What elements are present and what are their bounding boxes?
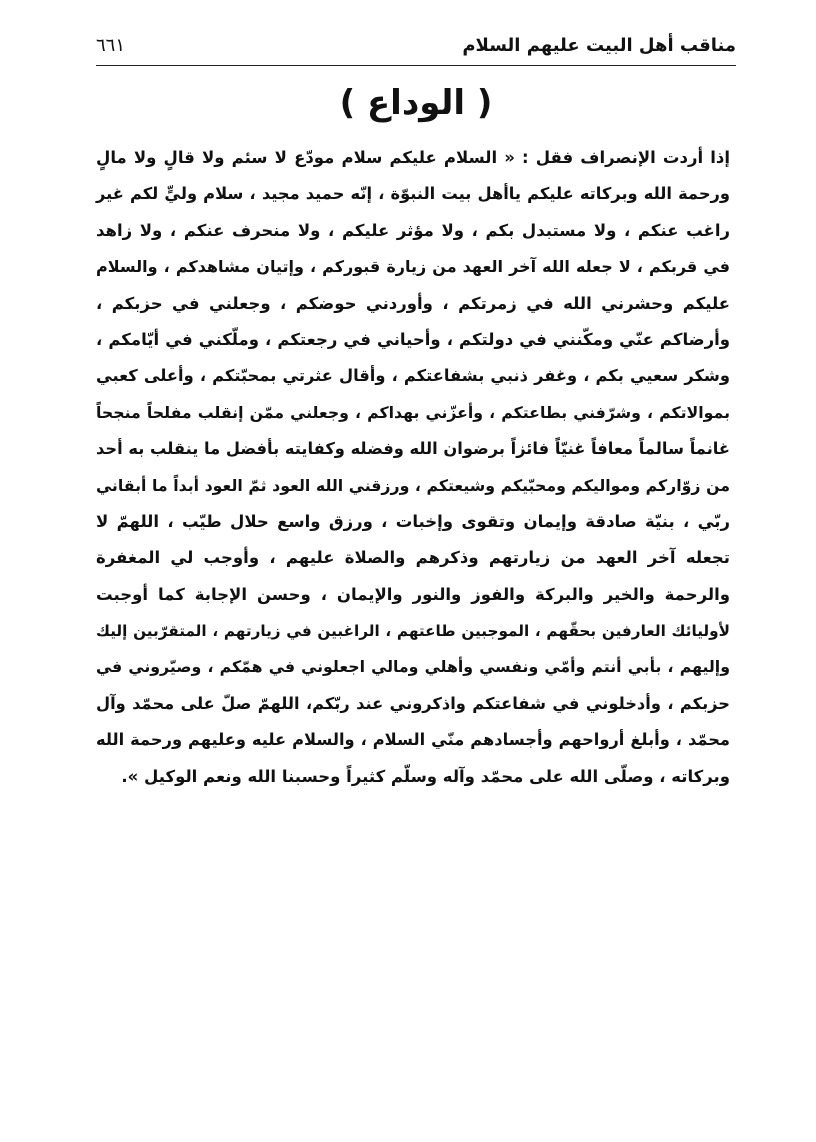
text-line: وبركاته ، وصلّى الله على محمّد وآله وسلّم كثيراً وحسبنا الله ونعم الوكيل ». (121, 766, 730, 786)
text-line: عليكم وحشرني الله في زمرتكم ، وأوردني حوضكم ، وجعلني في حزبكم ، (96, 293, 730, 313)
text-line: لأوليائك العارفين بحقّهم ، الموجبين طاعتهم ، الراغبين في زيارتهم ، المتقرّبين إليك (96, 622, 730, 641)
text-line: راغب عنكم ، ولا مستبدل بكم ، ولا مؤثر عليكم ، ولا منحرف عنكم ، ولا زاهد (96, 220, 730, 240)
text-line: إذا أردت الإنصراف فقل : « السلام عليكم سلام مودّع لا سئم ولا قالٍ ولا مالٍ (96, 148, 730, 167)
text-line: حزبكم ، وأدخلوني في شفاعتكم واذكروني عند ربّكم، اللهمّ صلّ على محمّد وآل (96, 693, 730, 713)
text-line: وإليهم ، بأبي أنتم وأمّي ونفسي وأهلي ومالي اجعلوني في همّكم ، وصيّروني في (96, 657, 730, 677)
text-line: وشكر سعيي بكم ، وغفر ذنبي بشفاعتكم ، وأقال عثرتي بمحبّتكم ، وأعلى كعبي (96, 366, 730, 386)
text-line: محمّد ، وأبلغ أرواحهم وأجسادهم منّي السلام ، والسلام عليه وعليهم ورحمة الله (96, 730, 730, 750)
running-header (96, 28, 736, 64)
text-line: ربّي ، بنيّة صادقة وإيمان وتقوى وإخبات ، ورزق واسع حلال طيّب ، اللهمّ لا (96, 511, 730, 531)
text-line: من زوّاركم ومواليكم ومحبّيكم وشيعتكم ، ورزقني الله العود ثمّ العود أبداً ما أبقاني (96, 475, 730, 495)
text-line: ورحمة الله وبركاته عليكم ياأهل بيت النبوّة ، إنّه حميد مجيد ، سلام وليٍّ لكم غير (96, 184, 730, 204)
text-line: وأرضاكم عنّي ومكّنني في دولتكم ، وأحياني في رجعتكم ، وملّكني في أيّامكم ، (96, 329, 730, 349)
running-header-title: مناقب أهل البيت عليهم السلام (462, 35, 736, 56)
text-line: بموالاتكم ، وشرّفني بطاعتكم ، وأعزّني بهداكم ، وجعلني ممّن إنقلب مفلحاً منجحاً (96, 402, 730, 422)
text-line: في قربكم ، لا جعله الله آخر العهد من زيارة قبوركم ، وإتيان مشاهدكم ، والسلام (96, 257, 730, 277)
body-text (96, 140, 730, 795)
chapter-title: ( الوداع ) (339, 83, 493, 123)
header-divider (96, 65, 736, 66)
page-number: ٦٦١ (96, 35, 126, 56)
text-line: والرحمة والخير والبركة والفوز والنور والإيمان ، وحسن الإجابة كما أوجبت (96, 584, 730, 604)
text-line: تجعله آخر العهد من زيارتهم وذكرهم والصلاة عليهم ، وأوجب لي المغفرة (96, 548, 730, 568)
text-line: غانماً سالماً معافاً غنيّاً فائزاً برضوان الله وفضله وكفايته بأفضل ما ينقلب به أحد (96, 439, 730, 459)
